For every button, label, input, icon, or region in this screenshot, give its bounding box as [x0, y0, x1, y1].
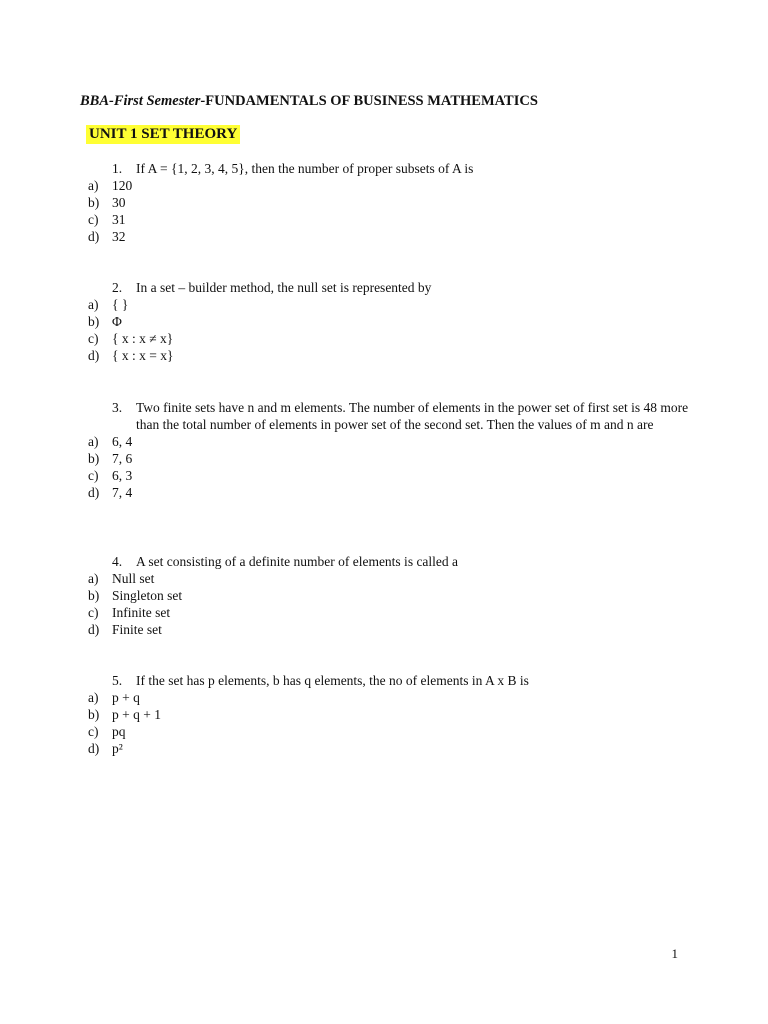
option-letter: b) — [88, 707, 100, 722]
option-text: { x : x = x} — [112, 348, 174, 363]
option-text: Infinite set — [112, 605, 171, 620]
option-c — [88, 723, 692, 740]
option-letter: c) — [88, 212, 99, 227]
option-b — [88, 194, 692, 211]
option-text: Finite set — [112, 622, 162, 637]
option-letter: c) — [88, 605, 99, 620]
document-title-subject: FUNDAMENTALS OF BUSINESS MATHEMATICS — [205, 93, 538, 109]
option-letter: a) — [88, 297, 99, 312]
question-number: 4. — [112, 554, 123, 569]
question-number: 1. — [112, 161, 123, 176]
option-c — [88, 467, 692, 484]
option-letter: b) — [88, 195, 100, 210]
question-1 — [88, 160, 692, 245]
question-stem — [112, 553, 692, 570]
question-2 — [88, 279, 692, 364]
option-letter: b) — [88, 314, 100, 329]
question-4 — [88, 553, 692, 638]
option-letter: b) — [88, 588, 100, 603]
option-d — [88, 621, 692, 638]
document-title-prefix: BBA-First Semester- — [80, 93, 206, 109]
option-a — [88, 570, 692, 587]
question-number: 3. — [112, 400, 123, 415]
option-b — [88, 587, 692, 604]
option-text: 7, 6 — [112, 451, 133, 466]
option-letter: a) — [88, 690, 99, 705]
option-d — [88, 740, 692, 757]
option-letter: a) — [88, 178, 99, 193]
option-text: Null set — [112, 571, 155, 586]
option-letter: c) — [88, 724, 99, 739]
option-a — [88, 689, 692, 706]
option-text: pq — [112, 724, 126, 739]
option-text: p + q — [112, 690, 140, 705]
question-stem — [112, 279, 692, 296]
option-d — [88, 347, 692, 364]
option-letter: d) — [88, 485, 100, 500]
question-5 — [88, 672, 692, 757]
option-text: Singleton set — [112, 588, 183, 603]
option-text: 120 — [112, 178, 133, 193]
option-text: 32 — [112, 229, 126, 244]
question-stem — [112, 160, 692, 177]
question-text: If the set has p elements, b has q elements, the no of elements in A x B is — [136, 673, 529, 688]
option-letter: c) — [88, 331, 99, 346]
question-text: If A = {1, 2, 3, 4, 5}, then the number of proper subsets of A is — [136, 161, 474, 176]
option-d — [88, 228, 692, 245]
page-number: 1 — [671, 946, 678, 961]
question-number: 5. — [112, 673, 123, 688]
document-title — [80, 93, 538, 110]
option-a — [88, 433, 692, 450]
question-text: Two finite sets have n and m elements. The number of elements in the power set of first set is 48 more than the total number of elements in power set of the second set. Then the values of m and n are — [136, 400, 689, 432]
option-letter: a) — [88, 571, 99, 586]
option-text: 7, 4 — [112, 485, 133, 500]
option-text: Φ — [112, 314, 122, 329]
option-letter: a) — [88, 434, 99, 449]
option-c — [88, 604, 692, 621]
option-text: 6, 3 — [112, 468, 133, 483]
option-letter: d) — [88, 741, 100, 756]
question-text: A set consisting of a definite number of elements is called a — [136, 554, 459, 569]
option-letter: b) — [88, 451, 100, 466]
option-letter: d) — [88, 622, 100, 637]
option-a — [88, 177, 692, 194]
unit-heading: UNIT 1 SET THEORY — [86, 125, 240, 144]
option-b — [88, 313, 692, 330]
option-letter: d) — [88, 348, 100, 363]
option-c — [88, 330, 692, 347]
option-text: 31 — [112, 212, 126, 227]
option-letter: d) — [88, 229, 100, 244]
option-text: 30 — [112, 195, 126, 210]
option-b — [88, 706, 692, 723]
option-c — [88, 211, 692, 228]
question-3 — [88, 399, 692, 501]
option-d — [88, 484, 692, 501]
option-b — [88, 450, 692, 467]
option-text: { x : x ≠ x} — [112, 331, 174, 346]
option-letter: c) — [88, 468, 99, 483]
option-a — [88, 296, 692, 313]
question-number: 2. — [112, 280, 123, 295]
option-text: 6, 4 — [112, 434, 133, 449]
option-text: { } — [112, 297, 129, 312]
option-text: p² — [112, 741, 123, 756]
question-text: In a set – builder method, the null set is represented by — [136, 280, 432, 295]
question-stem — [112, 399, 692, 433]
option-text: p + q + 1 — [112, 707, 161, 722]
question-stem — [112, 672, 692, 689]
